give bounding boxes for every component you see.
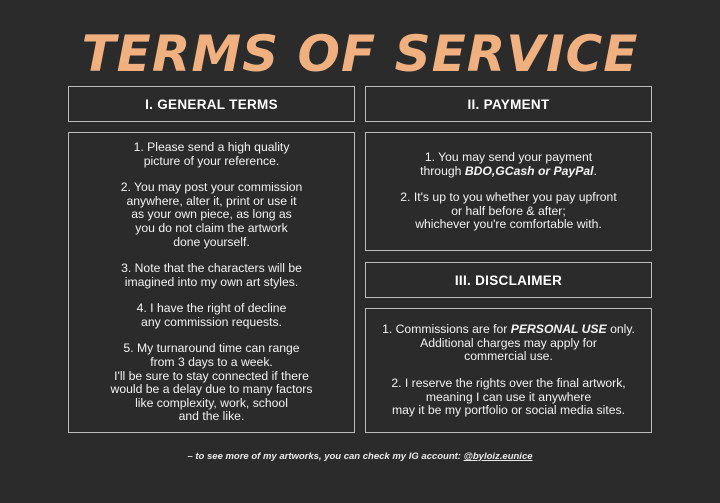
general-term-line: 5. My turnaround time can range — [123, 341, 300, 356]
disclaimer-item-2-line: meaning I can use it anywhere — [425, 389, 592, 404]
general-term-line: 4. I have the right of decline — [136, 301, 287, 316]
disclaimer-item-1-line-1 — [382, 323, 635, 337]
general-term-line: like complexity, work, school — [135, 395, 288, 410]
payment-list — [400, 151, 616, 232]
payment-methods: BDO,GCash or PayPal — [464, 163, 594, 178]
general-term-item — [111, 181, 313, 249]
page-title: TERMS OF SERVICE — [81, 25, 639, 83]
general-term-line: 1. Please send a high quality — [133, 139, 290, 154]
instagram-handle-link[interactable]: @byloiz.eunice — [463, 451, 533, 462]
disclaimer-list — [382, 323, 635, 418]
payment-methods-suffix: . — [593, 163, 597, 178]
general-terms-header — [68, 86, 355, 122]
general-term-line: picture of your reference. — [143, 153, 280, 168]
general-term-item — [111, 141, 313, 168]
footer-text: – to see more of my artworks, you can check my IG account: — [187, 451, 464, 462]
general-terms-list — [111, 141, 313, 424]
general-term-line: you do not claim the artwork — [135, 220, 288, 235]
payment-item-1-line-2 — [400, 165, 616, 179]
general-term-line: 3. Note that the characters will be — [121, 261, 302, 276]
disclaimer-suffix: only. — [606, 322, 635, 337]
footer-note — [0, 451, 720, 462]
general-term-line: imagined into my own art styles. — [124, 274, 299, 289]
payment-item-1 — [400, 151, 616, 178]
disclaimer-item-1-line: commercial use. — [464, 349, 553, 364]
general-term-line: anywhere, alter it, print or use it — [126, 193, 297, 208]
general-term-line: as your own piece, as long as — [131, 207, 292, 222]
general-terms-heading: I. GENERAL TERMS — [145, 96, 278, 112]
payment-item-2-line: whichever you're comfortable with. — [415, 217, 602, 232]
disclaimer-item-1-line: Additional charges may apply for — [420, 335, 597, 350]
disclaimer-prefix: 1. Commissions are for — [382, 322, 511, 337]
general-term-line: and the like. — [178, 409, 245, 424]
disclaimer-item-2-line: may it be my portfolio or social media sites. — [391, 403, 625, 418]
payment-panel — [365, 132, 652, 251]
general-terms-panel — [68, 132, 355, 433]
disclaimer-panel — [365, 308, 652, 433]
general-term-line: would be a delay due to many factors — [110, 382, 313, 397]
payment-item-2-line: 2. It's up to you whether you pay upfront — [400, 190, 617, 205]
payment-item-2 — [400, 191, 616, 232]
general-term-line: I'll be sure to stay connected if there — [114, 368, 309, 383]
disclaimer-header — [365, 262, 652, 298]
disclaimer-item-1 — [382, 323, 635, 364]
general-term-item — [111, 342, 313, 424]
disclaimer-item-2 — [382, 377, 635, 418]
payment-methods-prefix: through — [420, 163, 465, 178]
general-term-item — [111, 302, 313, 329]
general-term-line: any commission requests. — [141, 314, 282, 329]
payment-header — [365, 86, 652, 122]
disclaimer-item-2-line: 2. I reserve the rights over the final artwork, — [391, 376, 626, 390]
payment-item-2-line: or half before & after; — [451, 203, 566, 218]
general-term-line: done yourself. — [173, 234, 250, 249]
general-term-line: 2. You may post your commission — [120, 180, 303, 195]
disclaimer-heading: III. DISCLAIMER — [454, 272, 563, 288]
payment-item-1-line-1: 1. You may send your payment — [424, 150, 593, 165]
personal-use-emphasis: PERSONAL USE — [510, 322, 607, 337]
general-term-item — [111, 262, 313, 289]
general-term-line: from 3 days to a week. — [150, 355, 273, 370]
payment-heading: II. PAYMENT — [467, 96, 550, 112]
